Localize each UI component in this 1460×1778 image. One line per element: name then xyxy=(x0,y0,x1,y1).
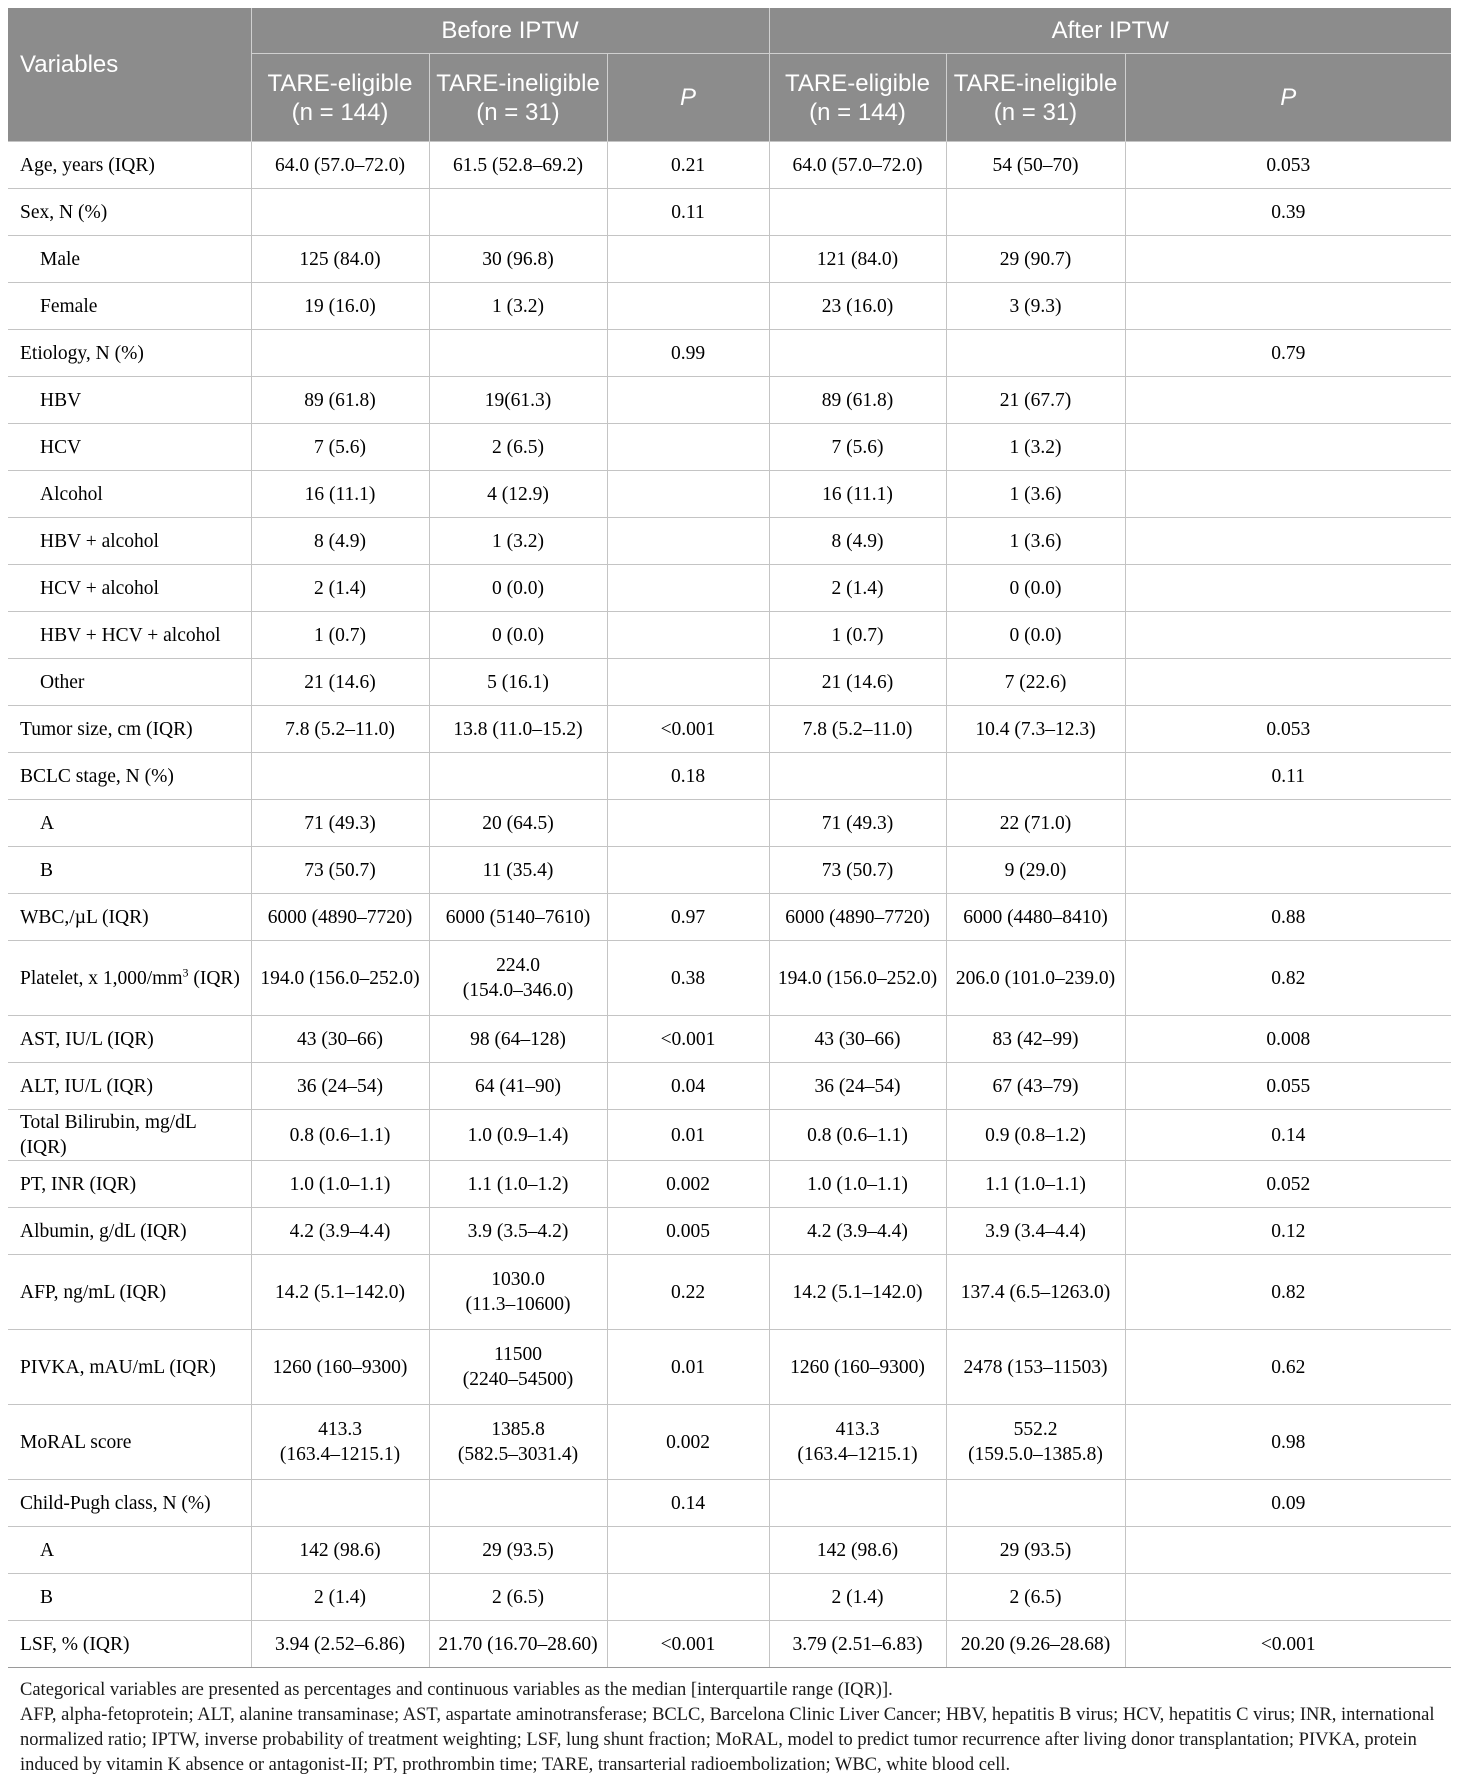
table-cell: 3 (9.3) xyxy=(946,283,1125,330)
table-cell xyxy=(1125,659,1451,706)
table-cell: 2 (6.5) xyxy=(429,424,607,471)
table-cell: 2 (1.4) xyxy=(251,565,429,612)
table-cell: 21 (14.6) xyxy=(251,659,429,706)
table-cell: <0.001 xyxy=(607,1016,769,1063)
col-header-after-p: P xyxy=(1125,54,1451,142)
table-cell xyxy=(607,471,769,518)
table-cell: 2 (1.4) xyxy=(769,565,946,612)
table-cell xyxy=(946,189,1125,236)
before-iptw-header: Before IPTW xyxy=(251,8,769,54)
cell-line: 1385.8 xyxy=(491,1419,545,1440)
table-row xyxy=(8,1405,1451,1480)
table-cell: 0.055 xyxy=(1125,1063,1451,1110)
table-cell: 1 (0.7) xyxy=(251,612,429,659)
table-cell: 0.04 xyxy=(607,1063,769,1110)
table-cell: 125 (84.0) xyxy=(251,236,429,283)
table-cell: 0.82 xyxy=(1125,1255,1451,1330)
table-cell: 0.002 xyxy=(607,1405,769,1480)
table-cell: 0.98 xyxy=(1125,1405,1451,1480)
table-row xyxy=(8,1255,1451,1330)
table-cell: 1.0 (1.0–1.1) xyxy=(769,1161,946,1208)
table-cell xyxy=(1125,283,1451,330)
row-label: WBC,/µL (IQR) xyxy=(8,894,251,941)
table-cell: 1.1 (1.0–1.1) xyxy=(946,1161,1125,1208)
table-cell xyxy=(1125,377,1451,424)
table-cell: 0.11 xyxy=(607,189,769,236)
table-cell xyxy=(1125,236,1451,283)
table-cell: 64.0 (57.0–72.0) xyxy=(769,142,946,189)
table-cell: 36 (24–54) xyxy=(769,1063,946,1110)
comparison-table xyxy=(8,8,1451,1668)
table-cell xyxy=(607,612,769,659)
col-header-after-eligible: TARE-eligible (n = 144) xyxy=(769,54,946,142)
table-cell xyxy=(607,565,769,612)
table-cell xyxy=(429,1330,607,1405)
row-label: Child-Pugh class, N (%) xyxy=(8,1480,251,1527)
table-cell: 3.9 (3.5–4.2) xyxy=(429,1208,607,1255)
table-cell: 121 (84.0) xyxy=(769,236,946,283)
row-label: Male xyxy=(8,236,251,283)
table-row xyxy=(8,1110,1451,1161)
table-cell: 0.053 xyxy=(1125,706,1451,753)
table-cell: <0.001 xyxy=(607,1621,769,1668)
table-row xyxy=(8,565,1451,612)
table-cell: 8 (4.9) xyxy=(769,518,946,565)
table-cell xyxy=(769,330,946,377)
table-cell: 142 (98.6) xyxy=(769,1527,946,1574)
table-cell: 54 (50–70) xyxy=(946,142,1125,189)
row-label: B xyxy=(8,1574,251,1621)
table-cell: 0.11 xyxy=(1125,753,1451,800)
table-cell xyxy=(607,1527,769,1574)
col-header-after-ineligible: TARE-ineligible (n = 31) xyxy=(946,54,1125,142)
cell-line: (582.5–3031.4) xyxy=(457,1444,579,1465)
table-cell xyxy=(769,753,946,800)
row-label: AFP, ng/mL (IQR) xyxy=(8,1255,251,1330)
row-label: Female xyxy=(8,283,251,330)
table-cell: 206.0 (101.0–239.0) xyxy=(946,941,1125,1016)
table-cell xyxy=(251,1405,429,1480)
table-cell: 14.2 (5.1–142.0) xyxy=(769,1255,946,1330)
col-header-before-eligible: TARE-eligible (n = 144) xyxy=(251,54,429,142)
cell-line: 1030.0 xyxy=(491,1269,545,1290)
table-cell: 36 (24–54) xyxy=(251,1063,429,1110)
row-label: BCLC stage, N (%) xyxy=(8,753,251,800)
table-cell: 0.052 xyxy=(1125,1161,1451,1208)
table-cell: 0.002 xyxy=(607,1161,769,1208)
table-cell: 1260 (160–9300) xyxy=(769,1330,946,1405)
cell-line: (2240–54500) xyxy=(462,1369,574,1390)
table-cell: 2478 (153–11503) xyxy=(946,1330,1125,1405)
table-row xyxy=(8,1161,1451,1208)
table-row xyxy=(8,471,1451,518)
row-label: HBV + alcohol xyxy=(8,518,251,565)
table-cell: 6000 (5140–7610) xyxy=(429,894,607,941)
table-cell: 4 (12.9) xyxy=(429,471,607,518)
table-cell: 9 (29.0) xyxy=(946,847,1125,894)
row-label: Etiology, N (%) xyxy=(8,330,251,377)
table-cell: 0.38 xyxy=(607,941,769,1016)
table-cell xyxy=(429,1480,607,1527)
table-cell: 64 (41–90) xyxy=(429,1063,607,1110)
table-cell: 8 (4.9) xyxy=(251,518,429,565)
table-cell xyxy=(607,847,769,894)
table-row xyxy=(8,894,1451,941)
table-cell: 71 (49.3) xyxy=(251,800,429,847)
table-cell xyxy=(946,330,1125,377)
row-label: Platelet, x $1,000/mm^3$ (IQR) xyxy=(8,941,251,1016)
table-cell: 6000 (4890–7720) xyxy=(769,894,946,941)
table-cell: 21.70 (16.70–28.60) xyxy=(429,1621,607,1668)
table-cell xyxy=(1125,424,1451,471)
table-cell xyxy=(1125,612,1451,659)
table-cell: 14.2 (5.1–142.0) xyxy=(251,1255,429,1330)
table-cell: 137.4 (6.5–1263.0) xyxy=(946,1255,1125,1330)
table-cell: 98 (64–128) xyxy=(429,1016,607,1063)
table-row xyxy=(8,1527,1451,1574)
table-cell: 0 (0.0) xyxy=(429,565,607,612)
table-cell: 83 (42–99) xyxy=(946,1016,1125,1063)
table-cell xyxy=(946,1480,1125,1527)
table-cell: 6000 (4890–7720) xyxy=(251,894,429,941)
table-cell xyxy=(429,941,607,1016)
table-cell: 2 (6.5) xyxy=(429,1574,607,1621)
after-iptw-header: After IPTW xyxy=(769,8,1451,54)
table-cell: 19(61.3) xyxy=(429,377,607,424)
table-cell: 43 (30–66) xyxy=(769,1016,946,1063)
table-row xyxy=(8,1621,1451,1668)
table-cell: 19 (16.0) xyxy=(251,283,429,330)
table-cell xyxy=(607,518,769,565)
row-label: HCV xyxy=(8,424,251,471)
table-row xyxy=(8,847,1451,894)
table-cell xyxy=(769,189,946,236)
table-cell xyxy=(607,1574,769,1621)
table-cell: 1 (3.2) xyxy=(946,424,1125,471)
table-cell: 7 (22.6) xyxy=(946,659,1125,706)
row-label: MoRAL score xyxy=(8,1405,251,1480)
table-cell: 0.18 xyxy=(607,753,769,800)
row-label: Other xyxy=(8,659,251,706)
cell-line: 413.3 xyxy=(318,1419,362,1440)
table-row xyxy=(8,330,1451,377)
table-cell: 29 (90.7) xyxy=(946,236,1125,283)
table-cell: 0.008 xyxy=(1125,1016,1451,1063)
table-row xyxy=(8,1208,1451,1255)
table-cell: 0.005 xyxy=(607,1208,769,1255)
variables-header: Variables xyxy=(8,8,251,142)
table-cell xyxy=(429,330,607,377)
table-cell xyxy=(607,424,769,471)
table-cell: 43 (30–66) xyxy=(251,1016,429,1063)
table-cell: 20 (64.5) xyxy=(429,800,607,847)
table-cell: 1 (0.7) xyxy=(769,612,946,659)
cell-line: 224.0 xyxy=(496,955,540,976)
table-cell: 16 (11.1) xyxy=(251,471,429,518)
table-row xyxy=(8,800,1451,847)
table-cell: 3.94 (2.52–6.86) xyxy=(251,1621,429,1668)
table-cell: 21 (67.7) xyxy=(946,377,1125,424)
row-label: Tumor size, cm (IQR) xyxy=(8,706,251,753)
table-cell xyxy=(251,330,429,377)
table-cell: 22 (71.0) xyxy=(946,800,1125,847)
table-cell: 142 (98.6) xyxy=(251,1527,429,1574)
table-cell: 1 (3.2) xyxy=(429,283,607,330)
table-cell: 0.8 (0.6–1.1) xyxy=(251,1110,429,1161)
table-cell: 1 (3.6) xyxy=(946,518,1125,565)
table-cell: 67 (43–79) xyxy=(946,1063,1125,1110)
table-cell xyxy=(1125,800,1451,847)
footnote-methods: Categorical variables are presented as percentages and continuous variables as the median [interquartile range (IQR)]. xyxy=(20,1680,893,1700)
row-label: HCV + alcohol xyxy=(8,565,251,612)
table-cell: 0.22 xyxy=(607,1255,769,1330)
table-cell: 16 (11.1) xyxy=(769,471,946,518)
table-row xyxy=(8,377,1451,424)
table-cell: 2 (1.4) xyxy=(769,1574,946,1621)
cell-line: (163.4–1215.1) xyxy=(279,1444,401,1465)
table-cell: 13.8 (11.0–15.2) xyxy=(429,706,607,753)
table-cell: 0.39 xyxy=(1125,189,1451,236)
table-cell xyxy=(429,753,607,800)
cell-line: (159.5.0–1385.8) xyxy=(968,1444,1103,1465)
table-cell: 0.62 xyxy=(1125,1330,1451,1405)
table-row xyxy=(8,1016,1451,1063)
table-cell xyxy=(429,189,607,236)
table-row xyxy=(8,941,1451,1016)
table-cell: 6000 (4480–8410) xyxy=(946,894,1125,941)
table-cell: 1.0 (0.9–1.4) xyxy=(429,1110,607,1161)
table-row xyxy=(8,236,1451,283)
table-cell: <0.001 xyxy=(1125,1621,1451,1668)
table-cell: 21 (14.6) xyxy=(769,659,946,706)
table-row xyxy=(8,1480,1451,1527)
table-cell: 4.2 (3.9–4.4) xyxy=(251,1208,429,1255)
table-cell: 1 (3.2) xyxy=(429,518,607,565)
table-cell: 2 (1.4) xyxy=(251,1574,429,1621)
table-cell: 7 (5.6) xyxy=(769,424,946,471)
table-cell xyxy=(251,753,429,800)
row-label: B xyxy=(8,847,251,894)
table-row xyxy=(8,612,1451,659)
cell-line: (154.0–346.0) xyxy=(462,980,574,1001)
table-cell xyxy=(1125,1574,1451,1621)
table-cell: 0.09 xyxy=(1125,1480,1451,1527)
table-cell xyxy=(1125,471,1451,518)
cell-line: 11500 xyxy=(493,1344,543,1365)
table-row xyxy=(8,424,1451,471)
table-cell: 0 (0.0) xyxy=(946,612,1125,659)
table-cell: 20.20 (9.26–28.68) xyxy=(946,1621,1125,1668)
table-container xyxy=(8,8,1451,1778)
table-cell: 1.0 (1.0–1.1) xyxy=(251,1161,429,1208)
table-header xyxy=(8,8,1451,142)
table-cell: 0.79 xyxy=(1125,330,1451,377)
table-cell: 89 (61.8) xyxy=(769,377,946,424)
table-cell: 1 (3.6) xyxy=(946,471,1125,518)
row-label: PT, INR (IQR) xyxy=(8,1161,251,1208)
table-row xyxy=(8,283,1451,330)
table-row xyxy=(8,706,1451,753)
table-cell: 11 (35.4) xyxy=(429,847,607,894)
table-row xyxy=(8,189,1451,236)
table-cell xyxy=(1125,847,1451,894)
cell-line: 552.2 xyxy=(1013,1419,1058,1440)
table-cell: 64.0 (57.0–72.0) xyxy=(251,142,429,189)
table-cell: 73 (50.7) xyxy=(769,847,946,894)
table-cell: 7.8 (5.2–11.0) xyxy=(251,706,429,753)
col-header-before-p: P xyxy=(607,54,769,142)
table-cell xyxy=(251,189,429,236)
row-label: Sex, N (%) xyxy=(8,189,251,236)
footnote-abbreviations: AFP, alpha-fetoprotein; ALT, alanine transaminase; AST, aspartate aminotransferase; BCLC, Barcelona Clinic Liver Cancer; HBV, hepatitis B virus; HCV, hepatitis C virus; INR, international normalized ratio; IPTW, inverse probability of treatment weighting; LSF, lung shunt fraction; MoRAL, model to predict tumor recurrence after living donor transplantation; PIVKA, protein induced by vitamin K absence or antagonist-II; PT, prothrombin time; TARE, transarterial radioembolization; WBC, white blood cell. xyxy=(20,1705,1435,1775)
table-cell: 0.88 xyxy=(1125,894,1451,941)
row-label: HBV + HCV + alcohol xyxy=(8,612,251,659)
table-cell: 0.82 xyxy=(1125,941,1451,1016)
table-cell: 7.8 (5.2–11.0) xyxy=(769,706,946,753)
row-label: AST, IU/L (IQR) xyxy=(8,1016,251,1063)
table-cell xyxy=(769,1480,946,1527)
table-cell: 0.01 xyxy=(607,1330,769,1405)
table-cell: 29 (93.5) xyxy=(429,1527,607,1574)
table-row xyxy=(8,1574,1451,1621)
table-footnotes xyxy=(8,1668,1451,1778)
row-label: A xyxy=(8,1527,251,1574)
table-cell: 0.01 xyxy=(607,1110,769,1161)
table-cell: 194.0 (156.0–252.0) xyxy=(251,941,429,1016)
table-row xyxy=(8,753,1451,800)
table-cell xyxy=(251,1480,429,1527)
table-cell xyxy=(607,236,769,283)
row-label: Age, years (IQR) xyxy=(8,142,251,189)
row-label: LSF, % (IQR) xyxy=(8,1621,251,1668)
table-cell: 1260 (160–9300) xyxy=(251,1330,429,1405)
table-cell: 30 (96.8) xyxy=(429,236,607,283)
table-cell: 3.9 (3.4–4.4) xyxy=(946,1208,1125,1255)
table-row xyxy=(8,1063,1451,1110)
table-cell: 0.99 xyxy=(607,330,769,377)
table-cell xyxy=(1125,1527,1451,1574)
table-cell: 0.8 (0.6–1.1) xyxy=(769,1110,946,1161)
table-cell: 0.14 xyxy=(607,1480,769,1527)
table-cell xyxy=(946,1405,1125,1480)
table-cell: 3.79 (2.51–6.83) xyxy=(769,1621,946,1668)
table-cell: 4.2 (3.9–4.4) xyxy=(769,1208,946,1255)
table-cell: 61.5 (52.8–69.2) xyxy=(429,142,607,189)
table-row xyxy=(8,1330,1451,1405)
row-label: Albumin, g/dL (IQR) xyxy=(8,1208,251,1255)
table-row xyxy=(8,518,1451,565)
table-cell xyxy=(1125,518,1451,565)
table-cell: 2 (6.5) xyxy=(946,1574,1125,1621)
row-label: HBV xyxy=(8,377,251,424)
table-cell: 0 (0.0) xyxy=(946,565,1125,612)
row-label: Alcohol xyxy=(8,471,251,518)
table-row xyxy=(8,659,1451,706)
table-row xyxy=(8,142,1451,189)
table-cell: 194.0 (156.0–252.0) xyxy=(769,941,946,1016)
cell-line: 413.3 xyxy=(835,1419,880,1440)
table-cell: 0.12 xyxy=(1125,1208,1451,1255)
table-body xyxy=(8,142,1451,1668)
col-header-before-ineligible: TARE-ineligible (n = 31) xyxy=(429,54,607,142)
table-cell: 0.97 xyxy=(607,894,769,941)
table-cell xyxy=(429,1255,607,1330)
table-cell: 1.1 (1.0–1.2) xyxy=(429,1161,607,1208)
table-cell: 0.9 (0.8–1.2) xyxy=(946,1110,1125,1161)
table-cell: 0.21 xyxy=(607,142,769,189)
table-cell xyxy=(429,1405,607,1480)
table-cell: 73 (50.7) xyxy=(251,847,429,894)
table-cell xyxy=(607,377,769,424)
row-label: PIVKA, mAU/mL (IQR) xyxy=(8,1330,251,1405)
table-cell xyxy=(607,283,769,330)
table-cell: 89 (61.8) xyxy=(251,377,429,424)
table-cell: 29 (93.5) xyxy=(946,1527,1125,1574)
table-cell xyxy=(946,753,1125,800)
table-cell: 0.14 xyxy=(1125,1110,1451,1161)
cell-line: (163.4–1215.1) xyxy=(797,1444,918,1465)
table-cell: 10.4 (7.3–12.3) xyxy=(946,706,1125,753)
table-cell: 7 (5.6) xyxy=(251,424,429,471)
table-cell xyxy=(769,1405,946,1480)
table-cell: 71 (49.3) xyxy=(769,800,946,847)
table-cell: <0.001 xyxy=(607,706,769,753)
row-label: Total Bilirubin, mg/dL (IQR) xyxy=(8,1110,251,1161)
table-cell: 5 (16.1) xyxy=(429,659,607,706)
table-cell xyxy=(607,659,769,706)
row-label: ALT, IU/L (IQR) xyxy=(8,1063,251,1110)
table-cell: 23 (16.0) xyxy=(769,283,946,330)
table-cell xyxy=(607,800,769,847)
table-cell xyxy=(1125,565,1451,612)
table-cell: 0 (0.0) xyxy=(429,612,607,659)
cell-line: (11.3–10600) xyxy=(465,1294,571,1315)
table-cell: 0.053 xyxy=(1125,142,1451,189)
row-label: A xyxy=(8,800,251,847)
